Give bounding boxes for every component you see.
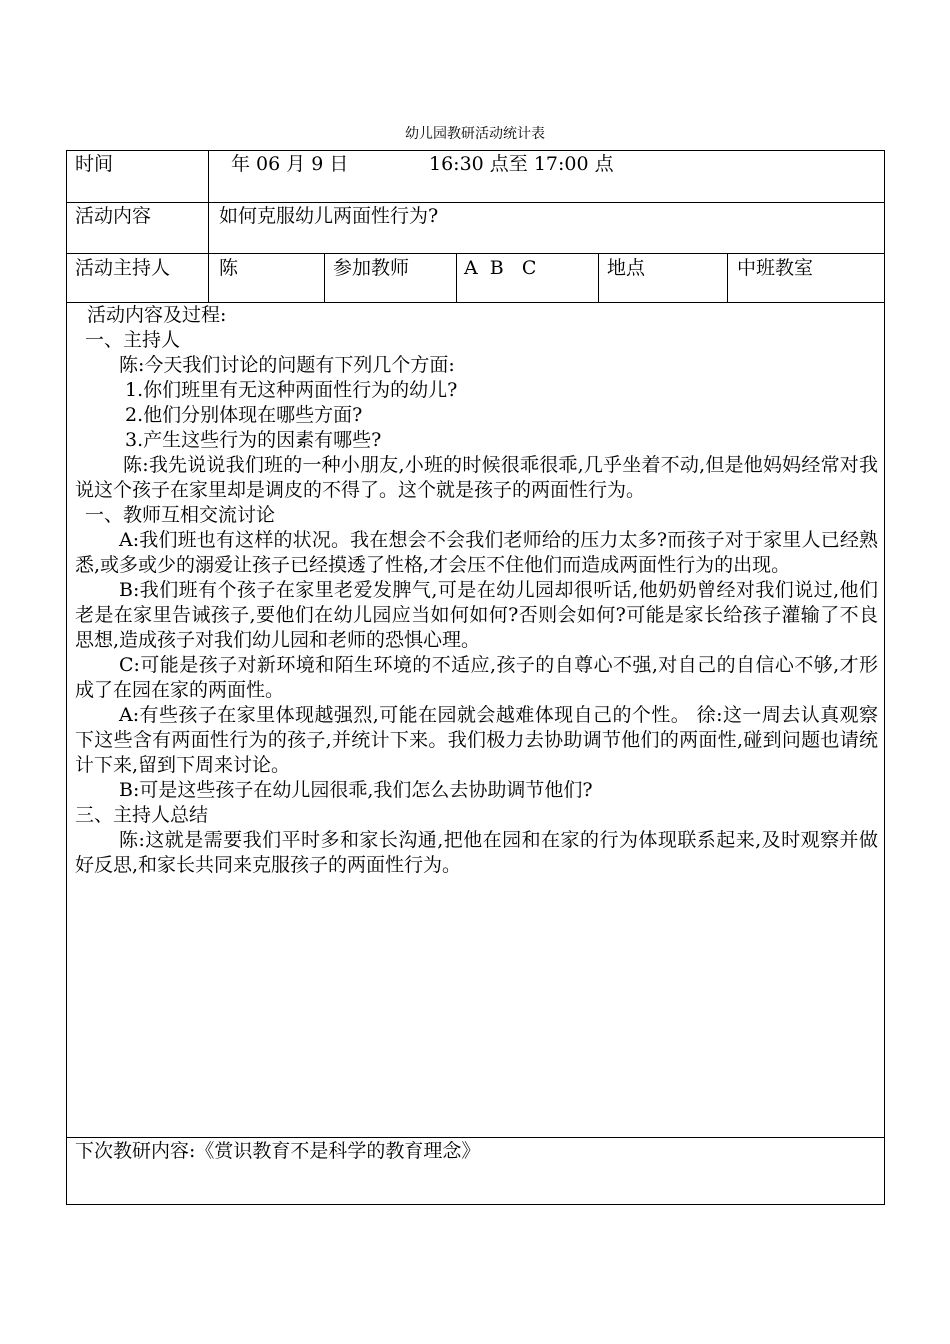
- location-label: 地点: [607, 257, 646, 279]
- time-range: 16:30 点至 17:00 点: [429, 153, 614, 175]
- column-divider: [208, 151, 209, 303]
- section-title-discussion: 一、教师互相交流讨论: [85, 504, 276, 526]
- question-item: 2.他们分别体现在哪些方面?: [125, 404, 363, 426]
- discussion-paragraph: A:有些孩子在家里体现越强烈,可能在园就会越难体现自己的个性。 徐:这一周去认真观察下这些含有两面性行为的孩子,并统计下来。我们极力去协助调节他们的两面性,碰到问题也请统计下来,留到下周来讨论。: [75, 704, 878, 776]
- activity-form-table: [66, 150, 885, 1205]
- location-value: 中班教室: [737, 257, 814, 279]
- host-value: 陈: [219, 257, 239, 279]
- content-label: 活动内容: [75, 205, 152, 227]
- teachers-value: A B C: [464, 257, 537, 279]
- section-title-host: 一、主持人: [85, 329, 181, 351]
- row-divider: [67, 253, 884, 254]
- column-divider: [727, 253, 728, 303]
- next-topic: 下次教研内容:《赏识教育不是科学的教育理念》: [75, 1140, 481, 1162]
- discussion-paragraph: C:可能是孩子对新环境和陌生环境的不适应,孩子的自尊心不强,对自己的自信心不够,才形成了在园在家的两面性。: [75, 654, 878, 701]
- document-title: 幼儿园教研活动统计表: [405, 126, 545, 142]
- time-date: 年 06 月 9 日: [231, 153, 349, 175]
- host-label: 活动主持人: [75, 257, 171, 279]
- discussion-paragraph: A:我们班也有这样的状况。我在想会不会我们老师给的压力太多?而孩子对于家里人已经熟悉,或多或少的溺爱让孩子已经摸透了性格,才会压不住他们而造成两面性行为的出现。: [75, 529, 878, 576]
- discussion-paragraph: B:可是这些孩子在幼儿园很乖,我们怎么去协助调节他们?: [119, 779, 593, 801]
- time-label: 时间: [75, 153, 114, 175]
- host-intro: 陈:今天我们讨论的问题有下列几个方面:: [119, 354, 455, 376]
- teachers-label: 参加教师: [333, 257, 410, 279]
- row-divider: [67, 202, 884, 203]
- process-heading: 活动内容及过程:: [87, 304, 227, 326]
- question-item: 3.产生这些行为的因素有哪些?: [125, 429, 382, 451]
- section-title-summary: 三、主持人总结: [75, 804, 209, 826]
- host-example: 陈:我先说说我们班的一种小朋友,小班的时候很乖很乖,几乎坐着不动,但是他妈妈经常对我说这个孩子在家里却是调皮的不得了。这个就是孩子的两面性行为。: [75, 454, 878, 501]
- question-item: 1.你们班里有无这种两面性行为的幼儿?: [125, 379, 458, 401]
- content-value: 如何克服幼儿两面性行为?: [219, 205, 439, 227]
- summary-paragraph: 陈:这就是需要我们平时多和家长沟通,把他在园和在家的行为体现联系起来,及时观察并做好反思,和家长共同来克服孩子的两面性行为。: [75, 829, 878, 876]
- column-divider: [598, 253, 599, 303]
- activity-process: [75, 303, 878, 878]
- column-divider: [324, 253, 325, 303]
- discussion-paragraph: B:我们班有个孩子在家里老爱发脾气,可是在幼儿园却很听话,他奶奶曾经对我们说过,他们老是在家里告诫孩子,要他们在幼儿园应当如何如何?否则会如何?可能是家长给孩子灌输了不良思想,造成孩子对我们幼儿园和老师的恐惧心理。: [75, 579, 878, 651]
- column-divider: [456, 253, 457, 303]
